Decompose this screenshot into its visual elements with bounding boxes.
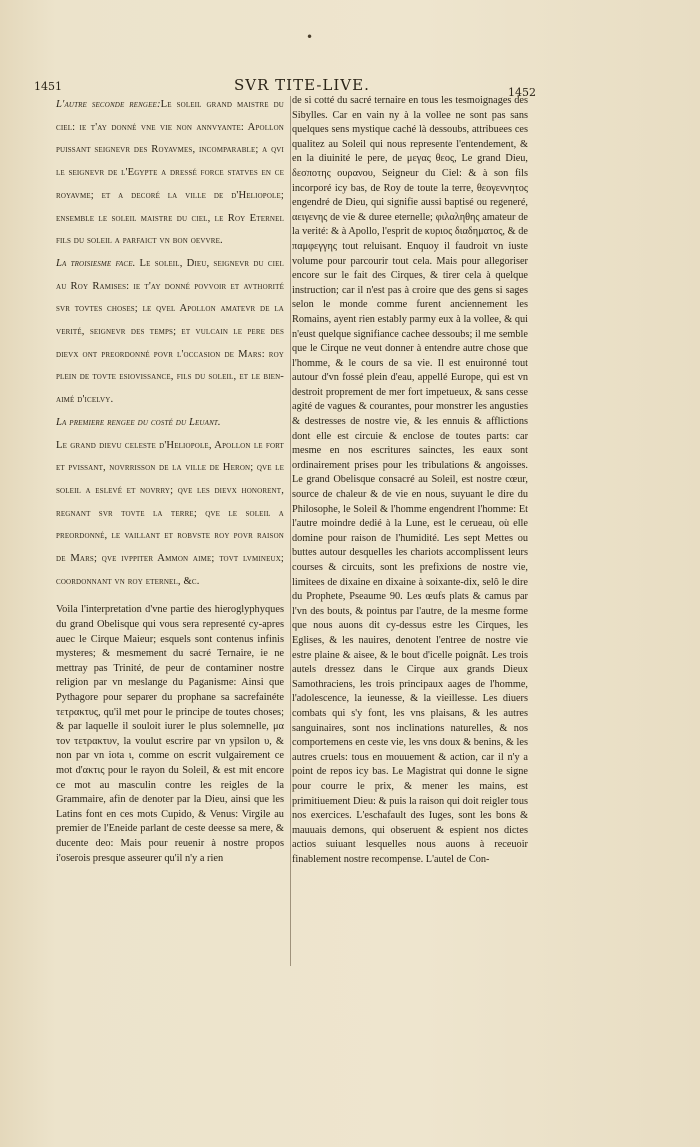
paragraph-second-row [56,94,284,253]
section-label: La troisiesme face. [56,257,136,269]
ink-mark: • [306,30,314,44]
page-number-right: 1452 [508,86,536,99]
hieroglyph-translation: Le grand dievu celeste d'Heliopole, Apollon le fort et pvissant, novrrisson de la ville de Heron; qve le soleil a eslevé et novrry; qve les dievx honorent, regnant svr tovte la terre; qve le soleil a preordonné, le vaillant et robvste roy povr raison de Mars; qve ivppiter Ammon aime; tovt lvmineux; coordonnant vn roy eternel, &c. [56,439,284,587]
page-number-left: 1451 [34,80,62,93]
paragraph-commentary: Voila l'interpretation d'vne partie des hieroglyphyques du grand Obelisque qui vous sera representé cy-apres auec le Cirque Maieur; esquels sont contenus infinis mysteres; & mesmement du sacré Ternaire, ie ne mettray pas Trinité, de peur de contaminer nostre religion par vn meslange du Paganisme: Ainsi que Pythagore pour separer du prophane sa sacrefainéte τετρακτυς, qu'il met pour le principe de toutes choses; & par laquelle il souloit iurer le plus solemnelle, μα τον τετρακτυν, la voulut escrire par vn ypsilon υ, & non par vn iota ι, comme on escrit vulgairement ce mot d'ακτις pour le rayon du Soleil, & est mit encore ce mot au masculin contre les reigles de la Grammaire, afin de denoter par la Dieu, ainsi que les Latins font en ces mots Cupido, & Venus: Virgile au premier de l'Eneide parlant de ceste deesse sa mere, & ducente deo: Mais pour reuenir à nostre propos i'oserois presque asseurer qu'il n'y a rien [56,604,284,864]
page-header [34,76,536,99]
left-column [56,94,284,866]
right-column [292,94,528,867]
hieroglyph-translation: Le soleil grand maistre du ciel: ie t'ay donné vne vie non annvyante: Apollon puissant seignevr des Royavmes, incomparable; a qvi le seignevr de l'Egypte a dressé force statves en ce royavme; et a decoré la ville de d'Heliopole; ensemble le soleil maistre du ciel, le Roy Eternel fils du soleil a parfaict vn bon oevvre. [56,99,284,247]
paragraph-allegory: de si cotté du sacré ternaire en tous les tesmoignages des Sibylles. Car en vain ny à la vollee ne sont pas sans quelques sens mystique caché là dessoubs, attribuees ces qualitez au Soleil qui nous represente l'entendement, & en la diuinité le pere, de μεγας θεος, Le grand Dieu, δεσποτης ουρανου, Seigneur du Ciel: & à son fils incorporé icy bas, de Roy de toute la terre, θεογεννητος engendré de Dieu, qui signifie aussi baptisé ou regeneré, αειγενης de vie & duree eternelle; φιλαληθης amateur de la verité: & à Apollo, l'esprit de κυριος διαδηματος, & de παμφεγγης tout reluisant. Enquoy il faudroit vn iuste volume pour parcourir tout cela. Mais pour allegoriser encore sur le fait des Cirques, & tirer cela à quelque instruction; car il n'est pas à croire que des gens si sages selon le monde comme furent anciennement les Romains, ayent rien estably parmy eux à la vollee, & qui n'eust quelque signifiance cachee dessoubs; il me semble que le Cirque ne veut donner à entendre autre chose que l'homme, & le cours de sa vie. Il est enuironné tout autour d'vn fossé plein d'eau, appellé Europe, qui est vn destroit proprement de mer fort impetueux, & sans cesse agité de vagues & courantes, pour monstrer les angusties & destresses de nostre vie, & les ennuis & afflictions dont elle est circuie & enclose de toutes parts: car mesme en nos escritures sainctes, les eaux sont ordinairement prises pour les tribulations & angoisses. Le grand Obelisque consacré au Soleil, est nostre cœur, source de chaleur & de vie en nous, suyuant le dire du Philosophe, le Soleil & l'homme engendrent l'homme: Et l'autre moindre dedié à la Lune, est le cerueau, où elle domine pour raison de l'humidité. Les sept Mettes ou buttes autour desquelles les chariots accomplissent leurs courses & circuits, sont les prefixions de nostre vie, limitees de dixaine en dixaine à soixante-dix, selô le dire du Prophete, Pseaume 90. Les œufs plats & camus par l'vn des bouts, & pointus par l'autre, de la mesme forme que nous auons dit cy-dessus estre les Cirques, les Eglises, & les nauires, denotent l'entree de nostre vie estre plaine & aisee, & le bout d'icelle poignât. Les trois autels dressez dans le Cirque aux grands Dieux Samothraciens, les trois principaux aages de l'homme, l'adolescence, la ieunesse, & la vieillesse. Les diuers combats qui s'y font, les vns plaisans, & les autres sanguinaires, sont nos inclinations naturelles, & nos comportemens en ceste vie, les vns doux & benins, & les autres cruels: tous en mouuement & action, car il n'y a point de repos icy bas. Le Magistrat qui donne le signe pour courre le prix, & mener les mains, est primitiuement Dieu: & puis la raison qui doit reigler tous nos exercices. L'eschafault des Iuges, sont les bons & mauuais demons, qui obseruent & espient nos dictes actios suiuant lesquelles nous auons à receuoir finablement nostre recompense. L'autel de Con- [292,95,528,865]
hieroglyph-translation: Le soleil, Dieu, seignevr du ciel au Roy Ramises: ie t'ay donné povvoir et avthorité svr tovtes choses; le qvel Apollon amatevr de la verité, seignevr des temps; et vulcain le pere des dievx ont preordonné povr l'occasion de Mars: roy plein de tovte esiovissance, fils du soleil, et le bien-aimé d'icelvy. [56,257,284,406]
running-title: SVR TITE-LIVE. [234,76,370,94]
section-label: La premiere rengee du costé du Leuant. [56,416,221,428]
paragraph-east-row [56,412,284,594]
paragraph-third-face [56,253,284,412]
column-divider [290,96,291,966]
section-label: L'autre seconde rengee: [56,99,161,110]
